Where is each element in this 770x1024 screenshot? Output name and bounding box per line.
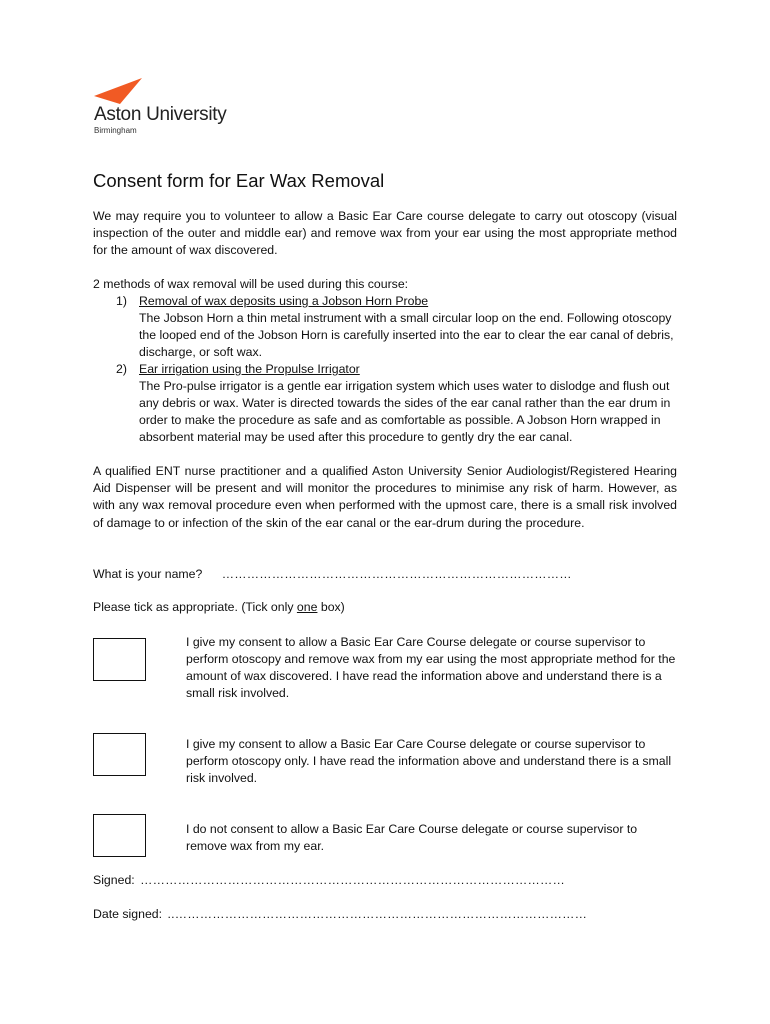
name-field[interactable]: ………………………………………………………………………… [221, 567, 572, 581]
method-description: The Pro-pulse irrigator is a gentle ear irrigation system which uses water to dislodge and flush out any debris or wax. Water is directed towards the sides of the ear canal rather than the ear drum in order to make the procedure as safe and as comfortable as possible. A Jobson Horn wrapped in absorbent material may be used after this procedure to gently dry the ear canal. [139, 379, 671, 444]
date-signed-line [93, 907, 587, 921]
page-title: Consent form for Ear Wax Removal [93, 170, 385, 191]
tick-instruction [93, 600, 345, 614]
university-logo [94, 78, 227, 138]
method-heading: Ear irrigation using the Propulse Irrigator [139, 362, 360, 376]
name-label: What is your name? [93, 567, 203, 581]
risk-paragraph: A qualified ENT nurse practitioner and a qualified Aston University Senior Audiologist/Registered Hearing Aid Dispenser will be present and will monitor the procedures to minimise any risk of harm. However, as with any wax removal procedure even when performed with the upmost care, there is a small risk involved of damage to or infection of the skin of the ear canal or the ear-drum during the procedure. [93, 464, 677, 530]
signature-field[interactable]: ………………………………………………………………………………………… [140, 873, 566, 887]
logo-city: Birmingham [94, 126, 137, 135]
consent-option-no-consent: I do not consent to allow a Basic Ear Care Course delegate or course supervisor to remove wax from my ear. [186, 822, 638, 853]
logo-name: Aston University [94, 104, 227, 125]
consent-checkbox-full[interactable] [93, 638, 146, 681]
logo-triangle-icon [94, 78, 142, 104]
method-number: 1) [116, 294, 127, 308]
methods-intro: 2 methods of wax removal will be used during this course: [93, 277, 409, 291]
signed-line [93, 873, 565, 887]
method-heading: Removal of wax deposits using a Jobson Horn Probe [139, 294, 429, 308]
consent-option-full: I give my consent to allow a Basic Ear Care Course delegate or course supervisor to perform otoscopy and remove wax from my ear using the most appropriate method for the amount of wax discovered. I have read the information above and understand there is a small risk involved. [186, 635, 676, 700]
intro-paragraph: We may require you to volunteer to allow a Basic Ear Care course delegate to carry out otoscopy (visual inspection of the outer and middle ear) and remove wax from your ear using the most appropriate method for the amount of wax discovered. [93, 209, 677, 258]
date-signed-label: Date signed: [93, 907, 163, 921]
consent-option-otoscopy-only: I give my consent to allow a Basic Ear Care Course delegate or course supervisor to perform otoscopy only. I have read the information above and understand there is a small risk involved. [186, 737, 672, 785]
consent-checkbox-no-consent[interactable] [93, 814, 146, 857]
tick-instruction-one: one [296, 600, 318, 614]
signed-label: Signed: [93, 873, 135, 887]
method-description: The Jobson Horn a thin metal instrument with a small circular loop on the end. Following otoscopy the looped end of the Jobson Horn is carefully inserted into the ear to clear the ear canal of debris, discharge, or soft wax. [139, 311, 674, 359]
name-question [93, 567, 572, 581]
date-signed-field[interactable]: ..……………………………………………………………………………………… [167, 907, 588, 921]
tick-instruction-after: box) [317, 600, 345, 614]
method-number: 2) [116, 362, 127, 376]
consent-checkbox-otoscopy-only[interactable] [93, 733, 146, 776]
tick-instruction-before: Please tick as appropriate. (Tick only [93, 600, 297, 614]
